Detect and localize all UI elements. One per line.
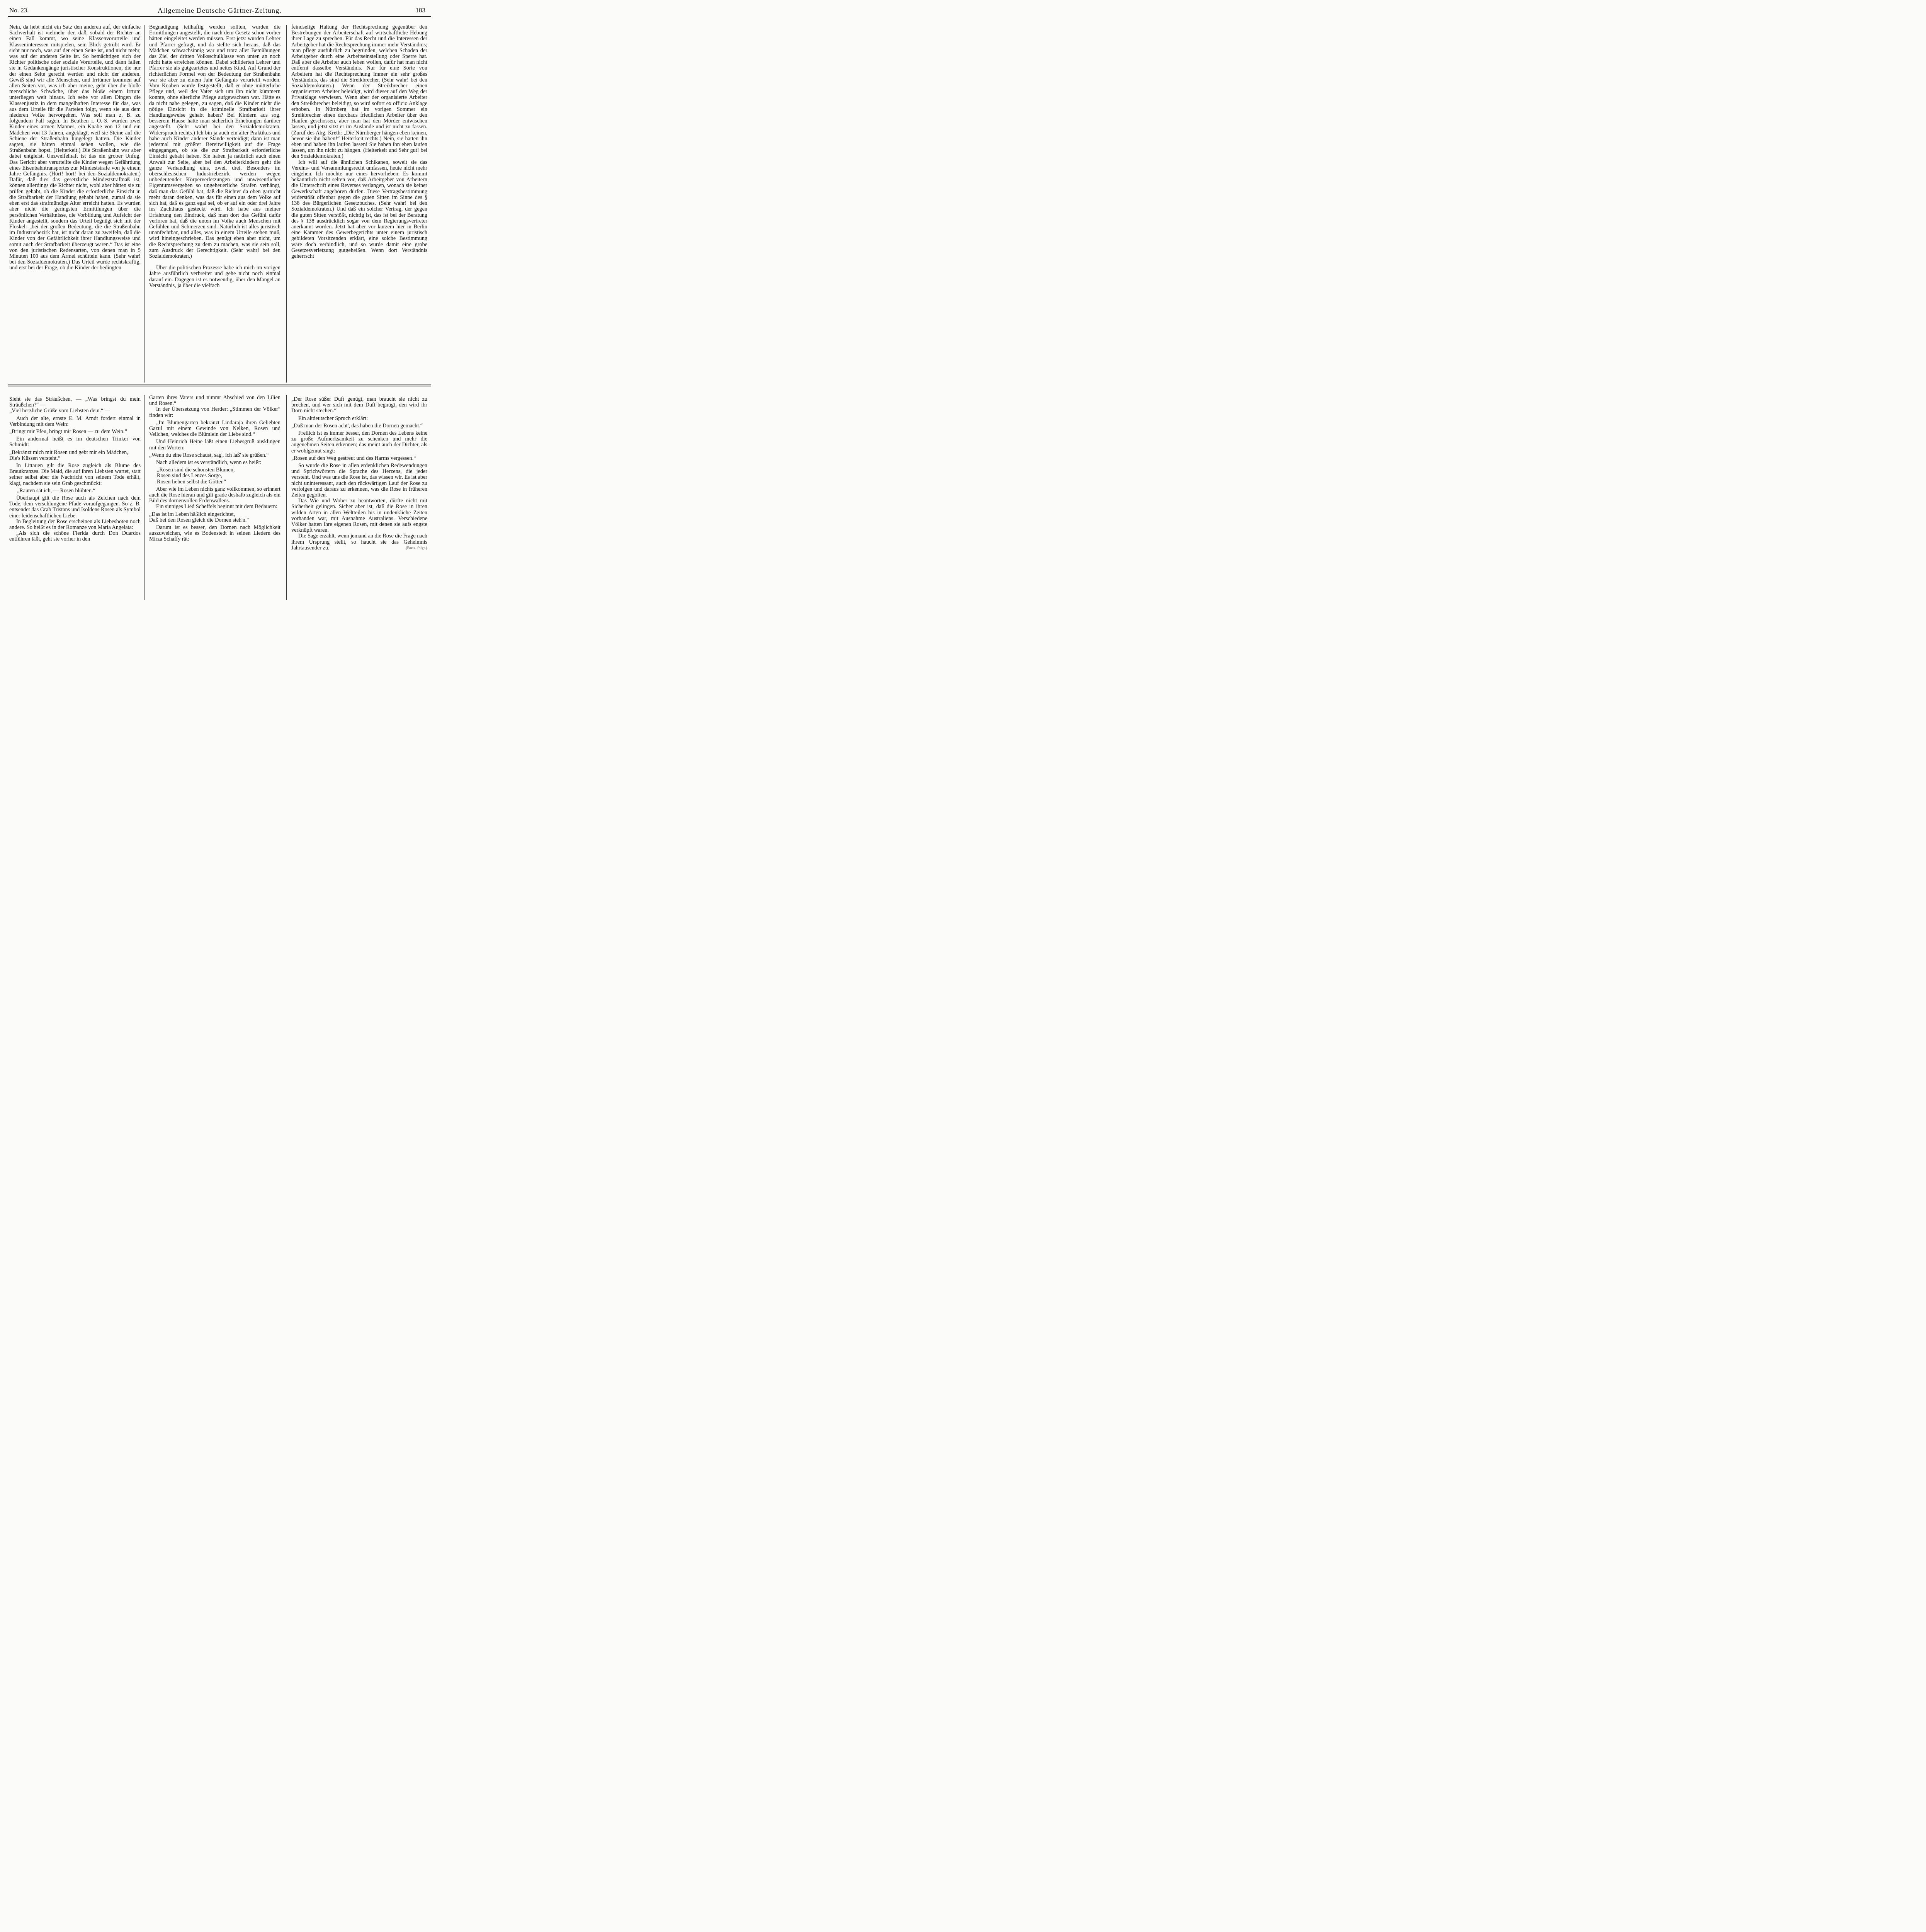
verse-line: „Rosen sind die schönsten Blumen, bbox=[157, 467, 235, 473]
paragraph: Ein andermal heißt es im deutschen Trinker von Schmidt: bbox=[9, 436, 141, 448]
upper-column-2 bbox=[149, 24, 280, 383]
paragraph: Und Heinrich Heine läßt einen Liebesgruß ausklingen mit den Worten: bbox=[149, 439, 280, 451]
verse-line: Daß bei den Rosen gleich die Dornen steh'n.“ bbox=[149, 517, 249, 523]
column-divider bbox=[286, 395, 287, 600]
lower-column-2 bbox=[149, 395, 280, 600]
paragraph-text: Die Sage erzählt, wenn jemand an die Rose die Frage nach ihrem Ursprung stellt, so haucht sie das Geheimnis Jahrtausender zu. bbox=[291, 533, 427, 551]
verse-line: „Rauten sät ich, — Rosen blühten.“ bbox=[17, 487, 95, 494]
verse-line: Rosen sind des Lenzes Sorge, bbox=[157, 473, 222, 479]
verse-block bbox=[291, 423, 427, 429]
paragraph: Nach alledem ist es verständlich, wenn es heißt: bbox=[156, 459, 262, 466]
verse-line: „Wenn du eine Rose schaust, sag', ich laß' sie grüßen.“ bbox=[149, 452, 269, 458]
upper-column-3 bbox=[291, 24, 427, 383]
verse-block bbox=[149, 452, 280, 458]
paragraph: Ein altdeutscher Spruch erklärt: bbox=[298, 415, 368, 422]
verse-block bbox=[9, 429, 141, 435]
verse-line: Die's Küssen versteht.“ bbox=[9, 455, 61, 461]
paragraph: In Begleitung der Rose erscheinen als Liebesboten noch andere. So heißt es in der Romanze von Maria Angelata: bbox=[9, 518, 141, 531]
paragraph: Überhaupt gilt die Rose auch als Zeichen nach dem Tode, dem verschlungene Pfade voraufgegangen. So z. B. entsendet das Grab Tristans und Isoldens Rosen als Symbol einer leidenschaftlichen Liebe. bbox=[9, 495, 141, 519]
paragraph: Nein, da hebt nicht ein Satz den anderen auf, der einfache Sachverhalt ist vielmehr der, daß, sobald der Richter an einen Fall kommt, wo seine Klassenvorurteile und Klasseninteressen mitspielen, sein Blick getrübt wird. Er sieht nur noch, was auf der einen Seite ist, und nicht mehr, was auf der anderen Seite ist. So bemächtigen sich der Richter politische oder soziale Vorurteile, und dann fallen sie in Gedankengänge juristischer Konstruktionen, die nur der einen Seite gerecht werden und nicht der anderen. Gewiß sind wir alle Menschen, und Irrtümer kommen auf allen Seiten vor, was ich aber meine, geht über die bloße menschliche Schwäche, über das bloße einem Irrtum unterliegen weit hinaus. Ich sehe vor allen Dingen die Klassenjustiz in dem mangelhaften Interesse für das, was aus dem Urteile für die Parteien folgt, wenn sie aus dem niederen Volke hervorgehen. Was soll man z. B. zu folgendem Fall sagen. In Beuthen i. O.-S. wurden zwei Kinder eines armen Mannes, ein Knabe von 12 und ein Mädchen von 13 Jahren, angeklagt, weil sie Steine auf die Schiene der Straßenbahn hingelegt hatten. Die Kinder sagten, sie hätten einmal sehen wollen, wie die Straßenbahn hopst. (Heiterkeit.) Die Straßenbahn war aber dabei entgleist. Unzweifelhaft ist das ein grober Unfug. Das Gericht aber verurteilte die Kinder wegen Gefährdung eines Eisenbahntransportes zur Mindeststrafe von je einem Jahre Gefängnis. (Hört! hört! bei den Sozialdemokraten.) Dafür, daß dies das gesetzliche Mindeststrafmaß ist, können allerdings die Richter nicht, wohl aber hätten sie zu prüfen gehabt, ob die Kinder die erforderliche Einsicht in die Strafbarkeit der Handlung gehabt haben, zumal da sie eben erst das strafmündige Alter erreicht hatten. Es wurden aber nicht die geringsten Ermittlungen über die persönlichen Verhältnisse, die Vorbildung und Aufsicht der Kinder angestellt, sondern das Urteil begnügt sich mit der Floskel: „bei der großen Bedeutung, die die Straßenbahn im Industriebezirk hat, ist nicht daran zu zweifeln, daß die Kinder von der Gefährlichkeit ihrer Handlungsweise und somit auch der Strafbarkeit überzeugt waren.“ Das ist eine von den juristischen Redensarten, von denen man in 5 Minuten 100 aus dem Ärmel schütteln kann. (Sehr wahr! bei den Sozialdemokraten.) Das Urteil wurde rechtskräftig, und erst bei der Frage, ob die Kinder der bedingten bbox=[9, 24, 141, 271]
paragraph: „Im Blumengarten bekränzt Lindaraja ihren Geliebten Gazul mit einem Gewinde von Nelken, Rosen und Veilchen, welches die Blümlein der Liebe sind.“ bbox=[149, 419, 280, 438]
issue-number: No. 23. bbox=[9, 7, 29, 14]
lower-column-1 bbox=[9, 395, 141, 600]
verse-block bbox=[9, 488, 141, 494]
verse-block bbox=[149, 467, 280, 485]
paragraph: In der Übersetzung von Herder: „Stimmen der Völker“ finden wir: bbox=[149, 406, 280, 418]
journal-title: Allgemeine Deutsche Gärtner-Zeitung. bbox=[158, 7, 282, 14]
verse-block bbox=[291, 456, 427, 461]
lower-column-3 bbox=[291, 395, 427, 600]
column-divider bbox=[286, 25, 287, 383]
paragraph: Ich will auf die ähnlichen Schikanen, soweit sie das Vereins- und Versammlungsrecht umfassen, heute nicht mehr eingehen. Ich möchte nur eines hervorheben: Es kommt bekanntlich nicht selten vor, daß Arbeitgeber von Arbeitern die Unterschrift eines Reverses verlangen, wonach sie keiner Gewerkschaft angehören dürfen. Diese Vertragsbestimmung widerstößt offenbar gegen die guten Sitten im Sinne des § 138 des Bürgerlichen Gesetzbuches. (Sehr wahr! bei den Sozialdemokraten.) Und daß ein solcher Vertrag, der gegen die guten Sitten verstößt, nichtig ist, das ist bei der Beratung des § 138 ausdrücklich sogar von dem Regierungsvertreter anerkannt worden. Jetzt hat aber vor kurzem hier in Berlin eine Kammer des Gewerbegerichts unter einem juristisch gebildeten Vorsitzenden erklärt, eine solche Bestimmung wäre doch verbindlich, und so wurde damit eine grobe Gesetzesverletzung gutgeheißen. Wenn dort Verständnis geherrscht bbox=[291, 159, 427, 259]
verse-line: „Rosen auf den Weg gestreut und des Harms vergessen.“ bbox=[291, 455, 416, 461]
paragraph: Über die politischen Prozesse habe ich mich im vorigen Jahre ausführlich verbreitet und gehe nicht noch einmal darauf ein. Dagegen ist es notwendig, über den Mangel an Verständnis, ja über die vielfach bbox=[149, 265, 280, 289]
verse-line: „Daß man der Rosen acht', das haben die Dornen gemacht.“ bbox=[291, 422, 423, 429]
paragraph: Freilich ist es immer besser, den Dornen des Lebens keine zu große Aufmerksamkeit zu schenken und mehr die angenehmen Seiten erkennen; das meint auch der Dichter, als er wohlgemut singt: bbox=[291, 430, 427, 454]
paragraph bbox=[291, 533, 427, 551]
paragraph: Garten ihres Vaters und nimmt Abschied von den Lilien und Rosen.“ bbox=[149, 395, 280, 407]
verse-line: „Bekränzt mich mit Rosen und gebt mir ein Mädchen, bbox=[9, 449, 128, 456]
paragraph: So wurde die Rose in allen erdenklichen Redewendungen und Sprichwörtern die Sprache des Herzens, die jeder versteht. Und was uns die Rose ist, das wissen wir. Es ist aber nicht uninteressant, auch den rückwärtigen Lauf der Rose zu verfolgen und daraus zu erkennen, was die Rose in früheren Zeiten gegolten. bbox=[291, 463, 427, 498]
column-divider bbox=[144, 395, 145, 600]
verse-block bbox=[9, 450, 141, 461]
paragraph: Darum ist es besser, den Dornen nach Möglichkeit auszuweichen, wie es Bodenstedt in seinen Liedern des Mirza Schaffy rät: bbox=[149, 524, 280, 543]
verse-line: Rosen lieben selbst die Götter.“ bbox=[157, 478, 226, 485]
paragraph: Begnadigung teilhaftig werden sollten, wurden die Ermittlungen angestellt, die nach dem Gesetz schon vorher hätten eingeleitet werden müssen. Erst jetzt wurden Lehrer und Pfarrer gefragt, und da stellte sich heraus, daß das Mädchen schwachsinnig war und trotz aller Bemühungen das Ziel der dritten Volksschulklasse von unten an noch nicht hatte erreichen können. Dabei schilderten Lehrer und Pfarrer sie als gutgeartetes und nettes Kind. Auf Grund der richterlichen Formel von der Bedeutung der Straßenbahn war sie aber zu einem Jahr Gefängnis verurteilt worden. Vom Knaben wurde festgestellt, daß er ohne mütterliche Pflege und, weil der Vater sich um ihn nicht kümmern konnte, ohne elterliche Pflege aufgewachsen war. Hätte es da nicht nahe gelegen, zu sagen, daß die Kinder nicht die nötige Einsicht in die kriminelle Strafbarkeit ihrer Handlungsweise gehabt haben? Bei Kindern aus sog. besserem Hause hätte man sicherlich Erhebungen darüber angestellt. (Sehr wahr! bei den Sozialdemokraten. Widerspruch rechts.) Ich bin ja auch ein alter Praktikus und habe auch Kinder anderer Stände verteidigt; dann ist man jedesmal mit größter Bereitwilligkeit auf die Frage eingegangen, ob sie die zur Strafbarkeit erforderliche Einsicht gehabt haben. Sie haben ja natürlich auch einen Anwalt zur Seite, aber bei den Arbeiterkindern geht die ganze Verhandlung eins, zwei, drei. Besonders im oberschlesischen Industriebezirk werden wegen unbedeutender Körperverletzungen und unwesentlicher Eigentumsvergehen so ungeheuerliche Strafen verhängt, daß man das Gefühl hat, daß die Richter da oben garnicht mehr daran denken, was das für einen aus dem Volke auf sich hat, daß es ganz egal sei, ob er auf ein oder drei Jahre ins Zuchthaus gesteckt wird. Ich habe aus meiner Erfahrung den Eindruck, daß man dort das Gefühl dafür verloren hat, daß die unten im Volke auch Menschen mit Gefühlen und Schmerzen sind. Natürlich ist alles juristisch unanfechtbar, und alles, was in einem Urteile stehen muß, wird hineingeschrieben. Das genügt eben aber nicht, um die Rechtsprechung zu dem zu machen, was sie sein soll, zum Ausdruck der Gerechtigkeit. (Sehr wahr! bei den Sozialdemokraten.) bbox=[149, 24, 280, 259]
page-header bbox=[0, 0, 439, 17]
paragraph: „Als sich die schöne Flerida durch Don Duardos entführen läßt, geht sie vorher in den bbox=[9, 530, 141, 543]
column-divider bbox=[144, 25, 145, 383]
paragraph: Auch der alte, ernste E. M. Arndt fordert einmal in Verbindung mit dem Wein: bbox=[9, 415, 141, 427]
verse-line: Sieht sie das Sträußchen, — „Was bringst du mein Sträußchen?“ — bbox=[9, 396, 141, 408]
upper-column-1 bbox=[9, 24, 141, 383]
paragraph: Aber wie im Leben nichts ganz vollkommen, so erinnert auch die Rose hieran und gilt grade deshalb zugleich als ein Bild des dornenvollen Erdenwallens. bbox=[149, 486, 280, 504]
verse-block bbox=[9, 396, 141, 414]
paragraph: feindselige Haltung der Rechtsprechung gegenüber den Bestrebungen der Arbeiterschaft auf wirtschaftliche Hebung ihrer Lage zu sprechen. Für das Recht und die Interessen der Arbeitgeber hat die Rechtsprechung immer mehr Verständnis; man pflegt ausführlich zu begründen, welchen Schaden der Arbeitgeber durch eine Arbeitseinstellung oder Sperre hat. Daß aber die Arbeiter auch leben wollen, dafür hat man nicht entfernt dasselbe Verständnis. Nur für eine Sorte von Arbeitern hat die Rechtsprechung immer ein sehr großes Verständnis, das sind die Streikbrecher. (Sehr wahr! bei den Sozialdemokraten.) Wenn der Streikbrecher einen organisierten Arbeiter beleidigt, wird dieser auf den Weg der Privatklage verwiesen. Wenn aber der organisierte Arbeiter den Streikbrecher beleidigt, so wird sofort ex officio Anklage erhoben. In Nürnberg hat im vorigen Sommer ein Streikbrecher einen durchaus friedlichen Arbeiter über den Haufen geschossen, aber man hat den Mörder entwischen lassen, und jetzt sitzt er im Auslande und ist nicht zu fassen. (Zuruf des Abg. Kreth: „Die Nürnberger hängen eben keinen, bevor sie ihn haben!“ Heiterkeit rechts.) Nein, sie hatten ihn eben und haben ihn laufen lassen! Sie haben ihn eben laufen lassen, um ihn nicht zu hängen. (Heiterkeit und Sehr gut! bei den Sozialdemokraten.) bbox=[291, 24, 427, 160]
verse-block bbox=[149, 512, 280, 523]
verse-line: „Der Rose süßer Duft genügt, man braucht sie nicht zu brechen, und wer sich mit dem Duft begnügt, den wird ihr Dorn nicht stechen.“ bbox=[291, 396, 427, 414]
verse-line: „Viel herzliche Grüße vom Liebsten dein.“ — bbox=[9, 408, 110, 414]
paragraph: In Littauen gilt die Rose zugleich als Blume des Brautkranzes. Die Maid, die auf ihren Liebsten wartet, statt seiner selbst aber die Nachricht von seinem Tode erhält, klagt, nachdem sie sein Grab geschmückt: bbox=[9, 463, 141, 486]
header-rule bbox=[8, 16, 431, 17]
paragraph: Das Wie und Woher zu beantworten, dürfte nicht mit Sicherheit gelingen. Sicher aber ist, daß die Rose in ihren wilden Arten in allen Weltteilen bis in undenkliche Zeiten vorhanden war, mit Ausnahme Australiens. Verschiedene Völker hatten ihre eigenen Rosen, mit denen sie aufs engste verknüpft waren. bbox=[291, 498, 427, 534]
verse-block bbox=[291, 396, 427, 414]
verse-line: „Das ist im Leben häßlich eingerichtet, bbox=[149, 511, 235, 517]
page-number: 183 bbox=[415, 7, 425, 14]
verse-line: „Bringt mir Efeu, bringt mir Rosen — zu dem Wein.“ bbox=[9, 429, 127, 435]
continued-note: (Forts. folgt.) bbox=[406, 546, 427, 550]
paragraph: Ein sinniges Lied Scheffels beginnt mit dem Bedauern: bbox=[156, 503, 277, 510]
